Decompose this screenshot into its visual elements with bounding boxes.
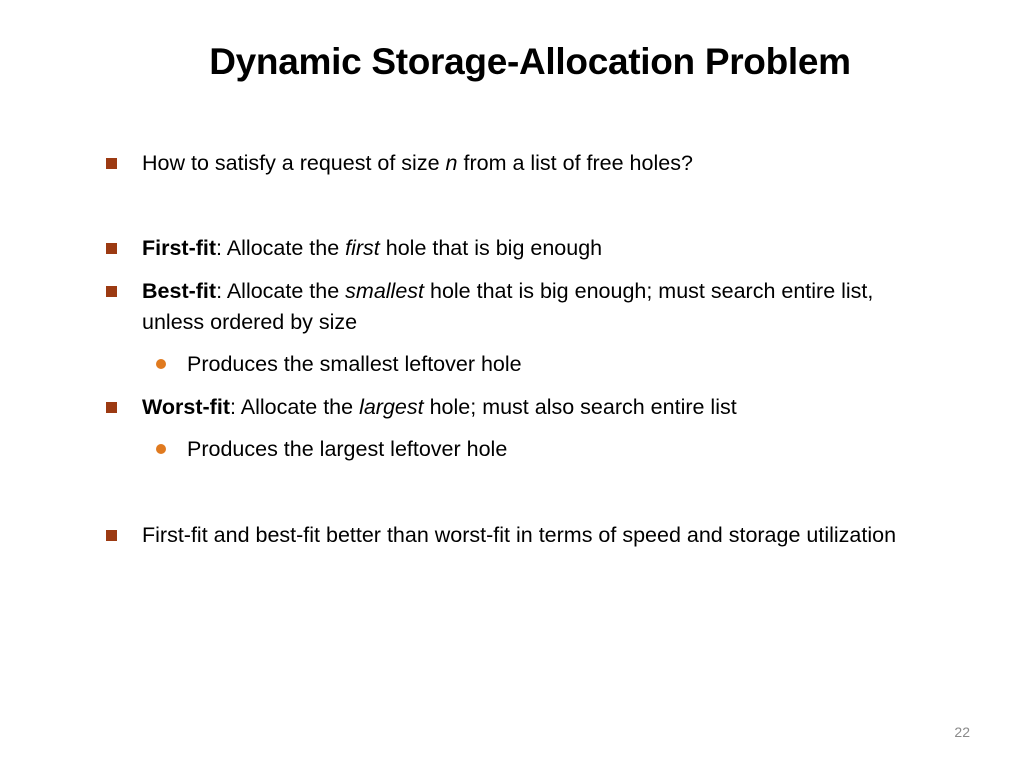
page-number: 22: [954, 724, 970, 740]
square-bullet-icon: [106, 286, 117, 297]
bullet-text: First-fit and best-fit better than worst-fit in terms of speed and storage utilization: [142, 523, 897, 547]
round-bullet-icon: [156, 359, 166, 369]
bullet-text: How to satisfy a request of size n from a list of free holes?: [142, 151, 693, 175]
square-bullet-icon: [106, 158, 117, 169]
sub-bullet-text: Produces the largest leftover hole: [187, 437, 508, 461]
slide-title: Dynamic Storage-Allocation Problem: [209, 41, 851, 82]
sub-bullet-text: Produces the smallest leftover hole: [187, 352, 522, 376]
bullet-text: Best-fit: Allocate the smallest hole that is big enough; must search entire list, unless ordered by size: [142, 279, 874, 334]
square-bullet-icon: [106, 530, 117, 541]
bullet-text: First-fit: Allocate the first hole that is big enough: [142, 236, 603, 260]
square-bullet-icon: [106, 243, 117, 254]
round-bullet-icon: [156, 444, 166, 454]
bullet-text: Worst-fit: Allocate the largest hole; must also search entire list: [142, 395, 737, 419]
square-bullet-icon: [106, 402, 117, 413]
